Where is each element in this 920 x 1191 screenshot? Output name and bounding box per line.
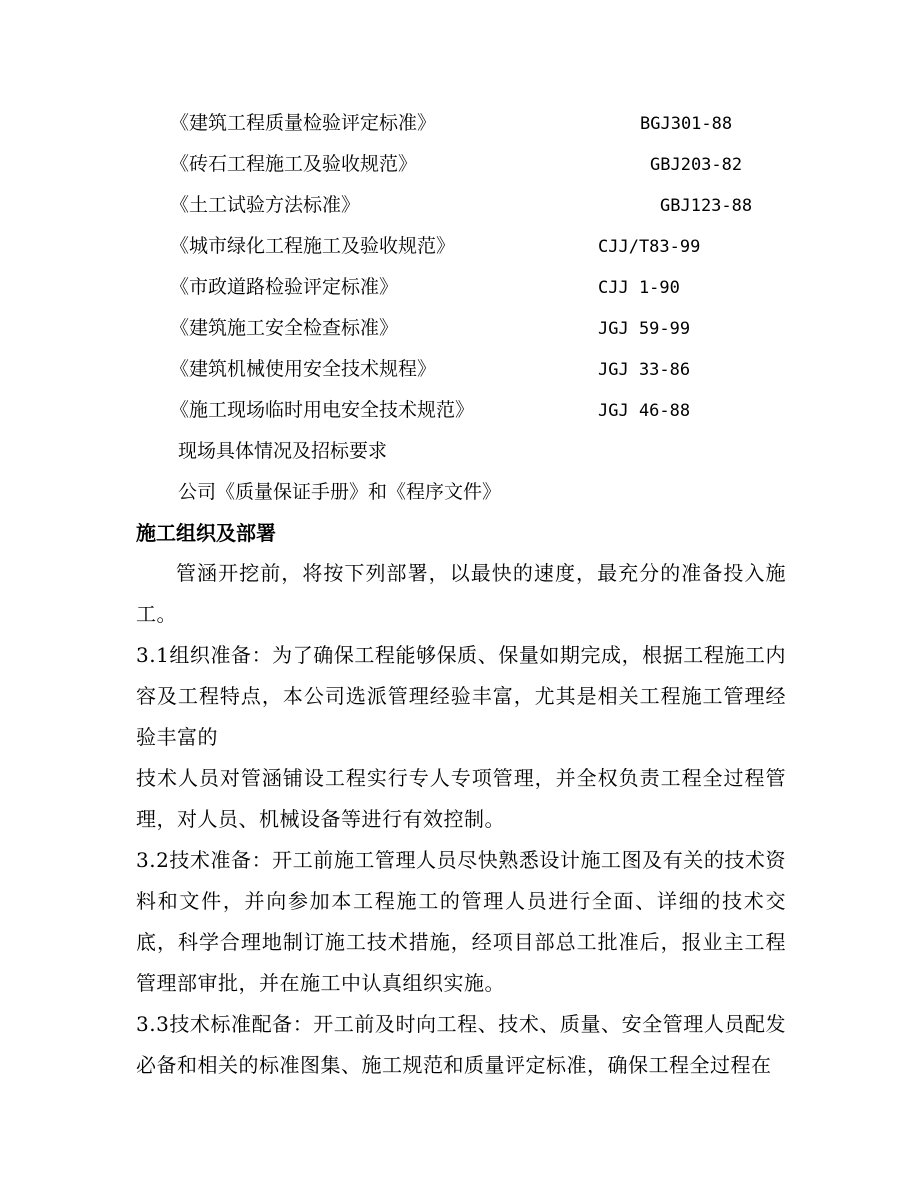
standard-title: 《建筑工程质量检验评定标准》 (170, 112, 437, 134)
standard-title: 《城市绿化工程施工及验收规范》 (170, 235, 456, 257)
standard-title: 《建筑机械使用安全技术规程》 (170, 358, 437, 380)
basis-company-manual: 公司《质量保证手册》和《程序文件》 (178, 481, 502, 503)
standard-code: GBJ203-82 (650, 155, 743, 175)
organization-prep-paragraph: 3.1组织准备：为了确保工程能够保质、保量如期完成，根据工程施工内容及工程特点，本公司选派管理经验丰富，尤其是相关工程施工管理经验丰富的 (136, 643, 786, 749)
standard-code: CJJ 1-90 (598, 278, 680, 298)
section-heading: 施工组织及部署 (136, 521, 276, 545)
standard-code: GBJ123-88 (660, 196, 753, 216)
basis-site-conditions: 现场具体情况及招标要求 (178, 440, 388, 462)
technical-prep-paragraph: 3.2技术准备：开工前施工管理人员尽快熟悉设计施工图及有关的技术资料和文件，并向参加本工程施工的管理人员进行全面、详细的技术交底，科学合理地制订施工技术措施，经项目部总工批准后，报业主工程管理部审批，并在施工中认真组织实施。 (136, 848, 786, 995)
standard-code: JGJ 59-99 (598, 319, 691, 339)
standard-code: CJJ/T83-99 (598, 237, 701, 257)
standard-title: 《土工试验方法标准》 (170, 194, 361, 216)
standard-title: 《市政道路检验评定标准》 (170, 276, 399, 298)
intro-paragraph: 管涵开挖前，将按下列部署，以最快的速度，最充分的准备投入施工。 (136, 561, 786, 626)
standard-title: 《施工现场临时用电安全技术规范》 (170, 399, 475, 421)
standard-code: JGJ 33-86 (598, 360, 691, 380)
standard-title: 《砖石工程施工及验收规范》 (170, 153, 418, 175)
standards-allocation-paragraph: 3.3技术标准配备：开工前及时向工程、技术、质量、安全管理人员配发必备和相关的标准图集、施工规范和质量评定标准，确保工程全过程在 (136, 1012, 786, 1077)
standard-title: 《建筑施工安全检查标准》 (170, 317, 399, 339)
technical-staff-paragraph: 技术人员对管涵铺设工程实行专人专项管理，并全权负责工程全过程管理，对人员、机械设备等进行有效控制。 (136, 766, 786, 831)
standard-code: BGJ301-88 (640, 114, 733, 134)
standard-code: JGJ 46-88 (598, 401, 691, 421)
